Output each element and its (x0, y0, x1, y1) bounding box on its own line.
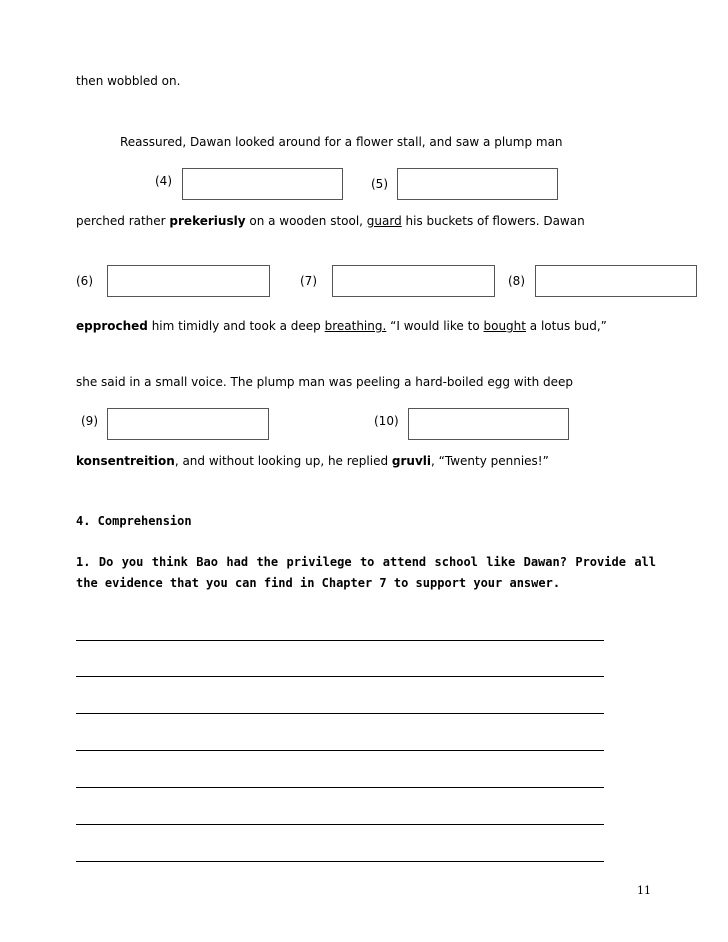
passage-text: , and without looking up, he replied (174, 454, 392, 468)
blank-label-4: (4) (155, 174, 172, 188)
passage-text: him timidly and took a deep (147, 319, 325, 333)
blank-label-9: (9) (81, 414, 98, 428)
answer-box-5[interactable] (397, 168, 558, 200)
passage-line-3 (76, 213, 585, 229)
passage-text: on a wooden stool, (245, 214, 367, 228)
answer-box-8[interactable] (535, 265, 697, 297)
wrong-word-bought: bought (483, 319, 526, 333)
blank-label-10: (10) (374, 414, 399, 428)
comprehension-question: 1. Do you think Bao had the privilege to attend school like Dawan? Provide all the evidence that you can find in Chapter 7 to support your answer. (76, 555, 656, 590)
answer-line-7[interactable] (76, 861, 604, 862)
misspelled-word-prekeriusly: prekeriusly (169, 214, 246, 228)
answer-box-7[interactable] (332, 265, 495, 297)
answer-box-10[interactable] (408, 408, 569, 440)
answer-box-4[interactable] (182, 168, 343, 200)
answer-line-2[interactable] (76, 676, 604, 677)
blank-label-5: (5) (371, 177, 388, 191)
passage-text: “I would like to (386, 319, 484, 333)
wrong-word-guard: guard (366, 214, 402, 228)
section-heading: 4. Comprehension (76, 514, 192, 528)
answer-line-1[interactable] (76, 640, 604, 641)
page-number: 11 (637, 884, 651, 897)
misspelled-word-gruvli: gruvli (391, 454, 432, 468)
passage-text: perched rather (76, 214, 170, 228)
passage-line-2: Reassured, Dawan looked around for a flower stall, and saw a plump man (120, 135, 563, 149)
answer-line-5[interactable] (76, 787, 604, 788)
answer-box-6[interactable] (107, 265, 270, 297)
passage-line-1: then wobbled on. (76, 74, 181, 88)
passage-line-4 (76, 318, 607, 334)
blank-label-7: (7) (300, 274, 317, 288)
answer-line-6[interactable] (76, 824, 604, 825)
passage-line-6 (76, 453, 549, 469)
answer-box-9[interactable] (107, 408, 269, 440)
wrong-word-breathing: breathing. (324, 319, 387, 333)
misspelled-word-epproched: epproched (76, 319, 148, 333)
blank-label-6: (6) (76, 274, 93, 288)
answer-line-3[interactable] (76, 713, 604, 714)
answer-line-4[interactable] (76, 750, 604, 751)
misspelled-word-konsentreition: konsentreition (76, 454, 175, 468)
passage-line-5: she said in a small voice. The plump man was peeling a hard-boiled egg with deep (76, 375, 574, 389)
passage-text: his buckets of flowers. Dawan (401, 214, 585, 228)
passage-text: , “Twenty pennies!” (431, 454, 549, 468)
passage-text: a lotus bud,” (525, 319, 607, 333)
blank-label-8: (8) (508, 274, 525, 288)
